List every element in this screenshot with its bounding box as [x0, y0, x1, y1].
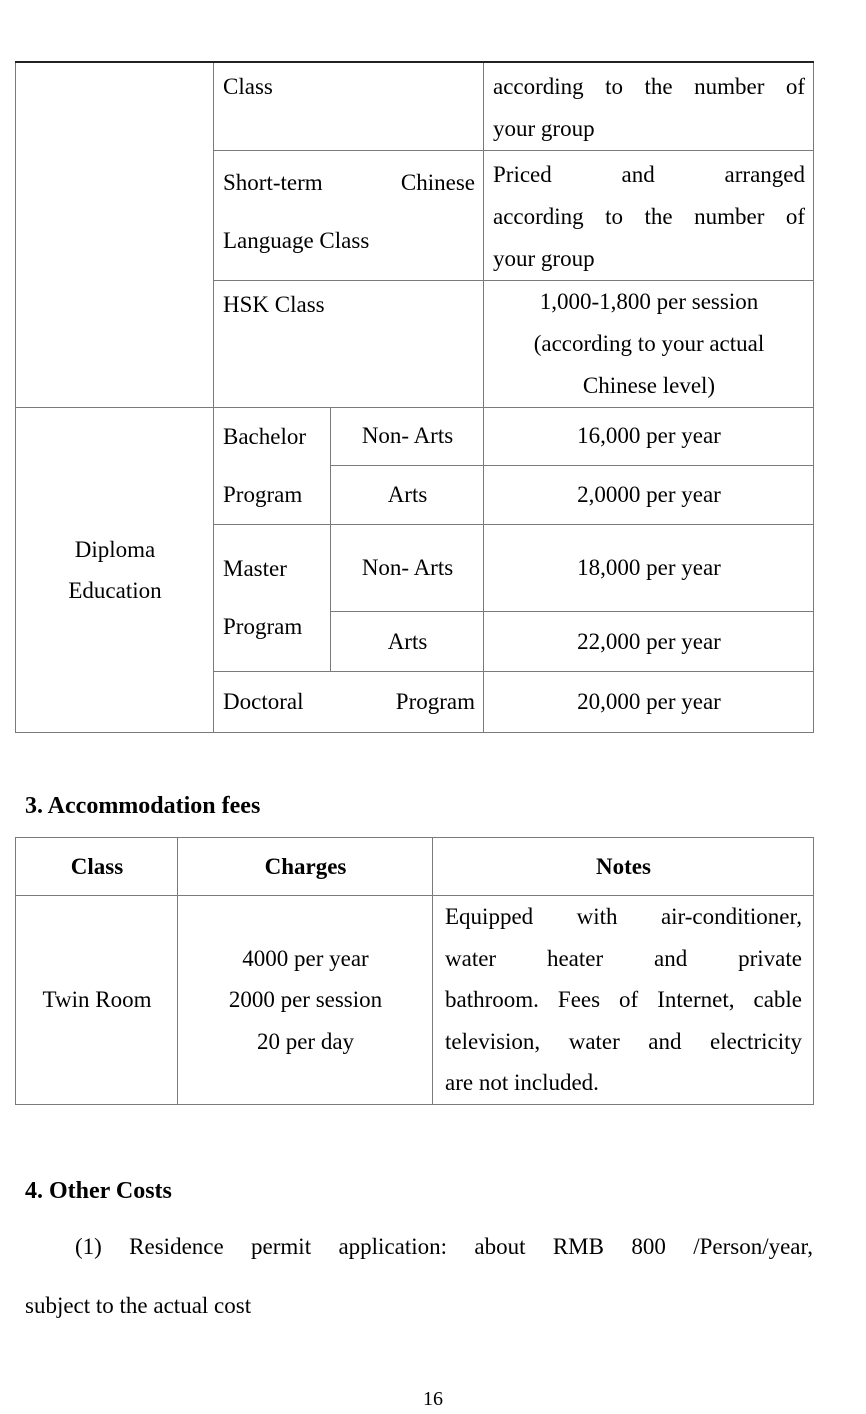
column-header: Charges	[264, 853, 347, 879]
hsk-desc-cell	[484, 281, 814, 408]
desc-line: Chinese level)	[582, 373, 716, 398]
class-label-cell	[214, 62, 484, 151]
fee-value: 2,0000 per year	[577, 481, 721, 507]
desc-line: 1,000-1,800 per session	[539, 289, 759, 314]
label-line: HSK Class	[223, 292, 325, 317]
fee-cell	[484, 525, 814, 612]
subtype-cell	[331, 612, 484, 672]
program-line: Program	[223, 614, 303, 639]
subtype-label: Non- Arts	[361, 555, 454, 580]
paragraph-line: subject to the actual cost	[25, 1293, 252, 1318]
bachelor-program-cell	[214, 408, 331, 525]
note-line: Equipped with air-conditioner,	[445, 904, 802, 929]
short-term-label-cell	[214, 151, 484, 281]
column-header: Class	[70, 853, 124, 879]
room-class-cell	[16, 896, 178, 1105]
fee-value: 16,000 per year	[577, 423, 721, 449]
doctoral-program-cell	[214, 672, 484, 733]
tuition-category-empty-cell	[16, 62, 214, 408]
desc-line: (according to your actual	[533, 331, 765, 356]
header-charges-cell	[178, 838, 433, 896]
program-line: Bachelor	[223, 424, 307, 449]
charge-line: 20 per day	[256, 1028, 355, 1054]
desc-line: your group	[493, 116, 595, 141]
paragraph-line: (1) Residence permit application: about RMB 800 /Person/year,	[75, 1234, 813, 1259]
column-header: Notes	[596, 853, 651, 879]
label-line: Short-term Chinese	[223, 170, 475, 195]
header-class-cell	[16, 838, 178, 896]
program-line: Program	[223, 482, 303, 507]
accommodation-header-row	[16, 838, 814, 896]
room-class-label: Twin Room	[42, 986, 152, 1012]
accommodation-row-twin-room	[16, 896, 814, 1105]
fee-value: 20,000 per year	[577, 689, 721, 714]
desc-line: according to the number of	[493, 204, 805, 229]
section-heading-other-costs: 4. Other Costs	[25, 1178, 172, 1204]
category-line: Education	[68, 578, 162, 603]
fee-cell	[484, 612, 814, 672]
notes-cell	[433, 896, 814, 1105]
subtype-label: Arts	[387, 481, 428, 507]
note-line: television, water and electricity	[445, 1028, 802, 1054]
short-term-desc-cell	[484, 151, 814, 281]
tuition-row-class	[16, 62, 814, 151]
fee-cell	[484, 672, 814, 733]
desc-line: Priced and arranged	[493, 162, 805, 187]
fee-cell	[484, 465, 814, 524]
fee-value: 22,000 per year	[577, 628, 721, 654]
diploma-row-bachelor-non-arts	[16, 408, 814, 466]
fee-value: 18,000 per year	[577, 555, 721, 580]
program-line: Master	[223, 556, 287, 581]
diploma-education-cell	[16, 408, 214, 733]
class-label: Class	[223, 74, 273, 99]
program-label: Doctoral Program	[223, 689, 475, 714]
accommodation-fees-table	[15, 837, 814, 1105]
charges-cell	[178, 896, 433, 1105]
header-notes-cell	[433, 838, 814, 896]
fee-cell	[484, 408, 814, 466]
subtype-cell	[331, 408, 484, 466]
charge-line: 4000 per year	[242, 945, 369, 971]
note-line: are not included.	[445, 1070, 599, 1095]
category-line: Diploma	[74, 537, 156, 562]
other-costs-paragraph	[25, 1217, 813, 1335]
desc-line: your group	[493, 246, 595, 271]
tuition-fee-table	[15, 61, 814, 733]
subtype-cell	[331, 525, 484, 612]
class-desc-cell	[484, 62, 814, 151]
master-program-cell	[214, 525, 331, 672]
note-line: water heater and private	[445, 945, 802, 971]
subtype-label: Non- Arts	[361, 423, 454, 449]
subtype-label: Arts	[387, 628, 428, 654]
subtype-cell	[331, 465, 484, 524]
hsk-label-cell	[214, 281, 484, 408]
charge-line: 2000 per session	[228, 987, 383, 1012]
note-line: bathroom. Fees of Internet, cable	[445, 987, 802, 1012]
label-line: Language Class	[223, 228, 370, 253]
section-heading-accommodation: 3. Accommodation fees	[25, 793, 261, 819]
desc-line: according to the number of	[493, 74, 805, 99]
page-number: 16	[423, 1388, 443, 1410]
